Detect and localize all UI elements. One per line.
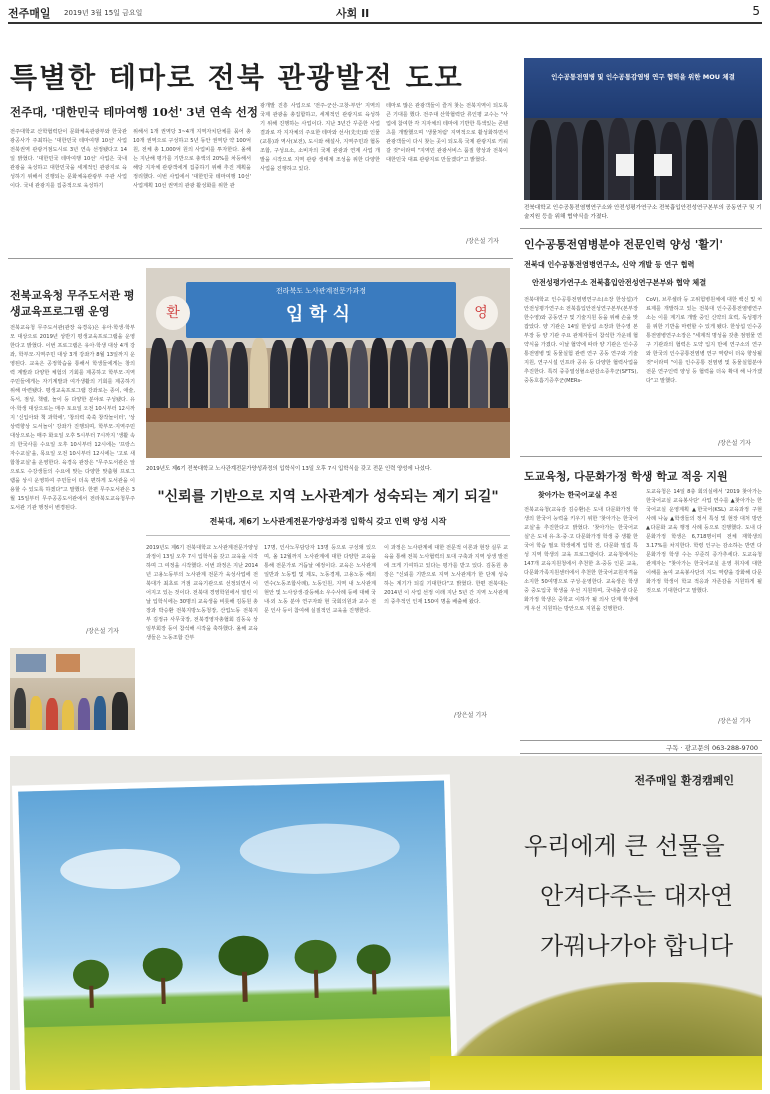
paper-name: 전주매일 [8,7,51,20]
ad-line1: 우리에게 큰 선물을 [524,832,725,860]
story4-col1: 전북대학교 인수공통전염병연구소(소장 한상섭)가 안전성평가연구소 전북흡입안전성연구본부(본부장 한수영)와 공동연구 및 기술지원 등을 위해 손을 맞잡았다. 양 기관은 14일 한상섭 소장과 한수영 본부장 등 양 기관 주요 관계자들이 참석한 가운데 협약식을 가졌다. 이날 협약에 따라 양 기관은 인수공통전염병 및 동물실험 관련 연구 공동 연구와 기술지원, 연구시설 인프라 공유 등 다양한 협력사업을 추진한다. 특히 중증열성혈소판감소증후군(SFTS), 중동호흡기증후군(MERs- [524,297,638,384]
banner-main-text: 입학식 [285,304,357,325]
mou-signing-photo [524,58,762,200]
mou-photo-caption: 전북대학교 인수공통전염병연구소와 안전성평가연구소 전북흡입안전성연구본부의 공동연구 및 기술지원 등을 위해 협약식을 가졌다. [524,205,762,220]
story4-subtitle1: 전북대 인수공통전염병연구소, 신약 개발 등 연구 협력 [524,260,695,269]
story4-title: 인수공통전염병분야 전문인력 양성 '활기' [524,238,723,251]
page-header [8,4,762,22]
story3-col2: 17명, 인사노무담당자 13명 등으로 구성돼 있으며, 올 12월까지 노사관계에 대한 다양한 교육을 통해 전문가로 거듭날 예정이다. 교육은 노사관계 일반과 노동법 및 제도, 노동경제, 고용노동 해외연수(노동조합사례), 노동인원, 지역 내 노사관계 현안 및 노사상생·갈등해소 우수사례 등에 대해 국내·외 노동 분야 연구자와 현 국회의원과 교수 전문 인사 등이 참여해 실질적인 교육을 진행한다. [264,545,376,614]
story3-rule [146,535,510,536]
story1-col3: 광개발 진흥 사업으로 '전주-군산-고창-부안' 지역의 국제 관광을 총집합하고, 세계적인 관광지로 육성하기 위해 진행하는 사업이다. 지난 3년간 꾸준한 사업 결과로 각 지자체의 주요한 테마와 선사(先史)와 인물(교통)과 역사(보전), 도시와 해설사, 지역주민과 협동조합, 구성요소, 소비자의 국제 관광과 연계 사업 개발을 시작으로 지역 관광 생태계 조성을 위한 다양한 사업을 진행하고 있다. [260,103,380,172]
story3-headline: "신뢰를 기반으로 지역 노사관계가 성숙되는 계기 되길" [157,489,499,505]
story4-subtitle2: 안전성평가연구소 전북흡입안전성연구본부와 협약 체결 [532,278,707,287]
banner-left-text [156,296,190,330]
story3-col3: 이 과정은 노사관계에 대한 전문적 이론과 현장 실무 교육을 통해 전북 노사협력의 토대 구축과 지역 상생 발전에 크게 기여하고 있다는 평가를 받고 있다. 김동원 총장은 "신뢰를 기반으로 지역 노사관계가 한 단계 성숙하는 계기가 되길 기대한다"고 밝혔다. 한편 전북대는 2014년 이 사업 선정 이래 지난 5년 간 지역 노사관계의 중추적인 인재 150여 명을 배출해 왔다. [384,545,508,605]
story1-col2: 위해서 1개 권역당 3~4개 지역자치단체를 묶어 총 10개 권역으로 구성하고 5년 동안 권역당 약 100억 원, 전체 총 1,000억 원의 사업비를 투자한다. 올해는 지난해 평가를 기반으로 총액의 20%를 차등해서 해당 지자체 관광객에게 집중하기 위해 추진 계획을 정리했다. 이번 사업에서 '대한민국 테마여행 10선' 사업계획 10선 권역의 관광 활성화를 위한 관 [133,129,251,189]
story1-col1: 전주대학교 산학협력단이 문화체육관광부와 한국관광공사가 주최하는 '대한민국 테마여행 10선' 사업 전북권역 관광거점도시로 3년 연속 선정됐다고 14일 밝혔다. '대한민국 테마여행 10선' 사업은 국내 관광을 육성하고 대한민국을 세계적인 관광지로 육성하기 위해서 진행되는 문화체육관광부 주관 사업이다. 국내 관광지를 집중적으로 육성하기 [10,129,127,189]
banner-left-label: 환 [166,305,180,321]
banner-top-text: 전라북도 노사관계전문가과정 [275,287,367,295]
main-photo-caption: 2019년도 제6기 전북대학교 노사관계전문가양성과정의 입학식이 13일 오후 7시 입학식을 갖고 전문 인력 양성에 나섰다. [146,466,432,472]
section-name: 사회 II [336,7,370,20]
story1-byline: /장은설 기자 [466,238,499,245]
story1-bottom-rule [8,258,513,259]
story3-col1: 2019년도 제6기 전북대학교 노사관계전문가양성과정이 13일 오후 7시 입학식을 갖고 교육을 시작하며 그 여정을 시작했다. 이번 과정은 지난 2014년 고용노동부의 노사관계 전문가 육성사업에 전북대가 최초로 거점 교육기관으로 선정되면서 이어지고 있는 것이다. 전북대 경영학원에서 열린 이날 입학식에는 30명의 교육생을 비롯해 김동원 총장과 박승환 전북지방노동청장, 산업노동 전북지부 김정규 사무국장, 전북경영자총협회 김동욱 상임부회장 등이 참석해 시작을 축하했다. 올해 교육생들은 노동조합 간부 [146,545,258,641]
banner-right-label: 영 [474,305,488,321]
header-rule [8,22,762,24]
story1-subtitle: 전주대, '대한민국 테마여행 10선' 3년 연속 선정 [10,105,258,119]
ad-campaign-label: 전주매일 환경캠페인 [634,774,734,787]
story4-bottom-rule [520,456,762,457]
story2-byline: /장은설 기자 [86,628,119,635]
story3-subtitle: 전북대, 제6기 노사관계전문가양성과정 입학식 갖고 인력 양성 시작 [209,517,447,526]
issue-date: 2019년 3월 15일 금요일 [64,9,143,17]
story3-byline: /장은설 기자 [454,712,487,719]
page-number: 5 [752,4,760,18]
headline: 특별한 테마로 전북 관광발전 도모 [10,61,464,94]
story2-title [10,288,135,320]
story4-byline: /장은설 기자 [718,440,751,447]
mou-banner-text: 인수공통전염병 및 인수공통감염병 연구 협력을 위한 MOU 체결 [551,73,735,81]
ad-photo [18,780,452,1090]
story4-col2: CoV), 브루셀라 등 고위험병원체에 대한 백신 및 치료제를 개발하고 있는 전북대 인수공통전염병연구소는 이를 계기로 개발 중인 신약의 효력, 독성평가를 위한 기반을 마련할 수 있게 됐다. 한상섭 인수공통전염병연구소장은 "세계적 명성을 갖춘 점염물 연구 기관과의 협력은 도약 입지 만에 연구소의 연구와 한국의 인수공통전염병 연구 역량이 더욱 향상될 것"이라며 "이를 인수공통 전염병 및 동물실험분야 전문 연구인력 양성 등 협력을 더욱 확대 해 나가겠다"고 말했다. [646,297,762,384]
story5-subtitle: 찾아가는 한국어교실 추진 [538,491,618,499]
story1-col4: 테마로 많은 관광객들이 즐겨 찾는 전북지역이 되도록 큰 기대를 했다. 전주대 산학협력단 류인평 교수는 "사업에 참여한 각 지자체의 테마에 기반한 특색있는 콘텐츠를 개발했으며 '생물처럼' 지역적으로 활성화하면서 관광객들이 다시 찾는 곳이 되도록 국제 관광지로 키워갈 것"이라며 "지역민 관광서비스 품질 향상과 전북이 대한민국 대표 관광지로 만들겠다"고 밝혔다. [386,103,508,163]
subscribe-text: 구독 · 광고문의 063-288-9700 [666,744,758,752]
ceremony-banner [186,282,456,338]
story2-body: 전북교육청 무주도서관(관장 육경옥)은 유아·학생·학부모 대상으로 2019년 상반기 평생교육프로그램을 운영한다고 밝혔다. 이번 프로그램은 유아·학생 대상 4개 강좌, 학부모·지역주민 대상 3개 강좌가 8월 13일까지 운영된다. 교육은 공정학습을 통해서 학생들에게는 창의력 계발과 다양한 체험의 기회를 제공하고 학부모·지역주민들에게는 자기계발과 여가생활의 기회를 제공하기 위해 마련됐다. 평생교육프로그램 강좌로는 종이, 애술, 독서, 점성, 책렬, 놀이 등 다양한 분야로 구성됐다. 유아·학생 대상으로는 매주 토요일 오전 10시부터 12시까지 '신입아와 책 과학에', '창의력 쑥쑥 창작놀이터', '상상력향상 도서놀이' 강좌가 진행되며, 학부모·지역주민 대상으로는 매주 화요일 오후 5시부터 7시까지 '생활 속의 한국사를 수요일 오후 10시부터 12시에는 '프랑스 자수교실'을, 목요일 오전 10시부터 12시에는 '고로 새 합창교실'을 운영한다. 육경옥 관장은 "무주도서관은 앞으로도 수강생들의 수요에 맞는 다양한 맞춤형 프로그램을 상시 운영하여 주민들이 더욱 편하게 도서관을 이용할 수 있도록 하겠다"고 말했다. 한편 무주도서관은 3월 15일부터 무주공공도서관에서 전라북도교육청무주도서관 기관 행정이 변경된다. [10,325,135,511]
story4-top-rule [520,228,762,229]
entrance-ceremony-photo [146,268,510,458]
subscribe-bar [520,740,762,754]
ad-line2: 안겨다주는 대자연 [540,882,734,910]
story5-col2: 도교육청은 14일 8층 회의실에서 '2019 찾아가는 한국어교실 교육봉사단' 사업 연수를 ▲찾아가는 한국어교실 운영계획 ▲한국어(KSL) 교육과정 구현 사례 나눔 ▲학생들의 정서 특성 및 현장 대처 방안 ▲다문화 교육 행정 사례 등으로 진행했다. 도내 다문화가정 학생은 6,718명이며 전체 재학생의 3.17%를 차지한다. 학령 인구는 감소하는 반면 다문화가정 학생 수는 꾸준히 증가추세다. 도교육청 관계자는 "찾아가는 한국어교실 운영 취지에 대한 이해를 높여 교육봉사단의 지도 역량을 강화해 다문화가정 학생이 학교 적응과 자존감을 지원하게 될 것으로 기대한다"고 말했다. [646,489,762,594]
story5-title: 도교육청, 다문화가정 학생 학교 적응 지원 [524,470,728,483]
library-class-photo [10,648,135,730]
environment-ad [10,756,762,1090]
story5-byline: /장은설 기자 [718,718,751,725]
ad-field [430,1056,762,1090]
story2-title-text: 전북교육청 무주도서관 평생교육프로그램 운영 [10,289,135,318]
banner-right-text [464,296,498,330]
story5-col1: 전북교육청(교육감 김승환)은 도내 다문화가정 학생의 한국어 능력을 키우기 위한 '찾아가는 한국어교실'을 추진한다고 밝혔다. '찾아가는 한국어교실'은 도내 유·초·중·고 다문화가정 학생 중 생활 한국어 학습 필요 학생에게 입학 전, 다문화 밀집 특성 지역 학생의 교육 프로그램이다. 교육청에서는 147개 교육지원청에서 추천한 초·중등 인문 교육, 다문화가족지원센터에서 추천한 한국어교원자격을 소지한 50여명으로 구성·운영한다. 교육생은 학생 중 중도입국 학생을 우선 지원하며, 국내출생 다문화가정 학생은 중학교 이하가 될 의사 단계 학생에게 우선 지원하는 방안으로 지원을 진행한다. [524,507,638,612]
ad-line3: 가꿔나가야 합니다 [540,932,734,960]
